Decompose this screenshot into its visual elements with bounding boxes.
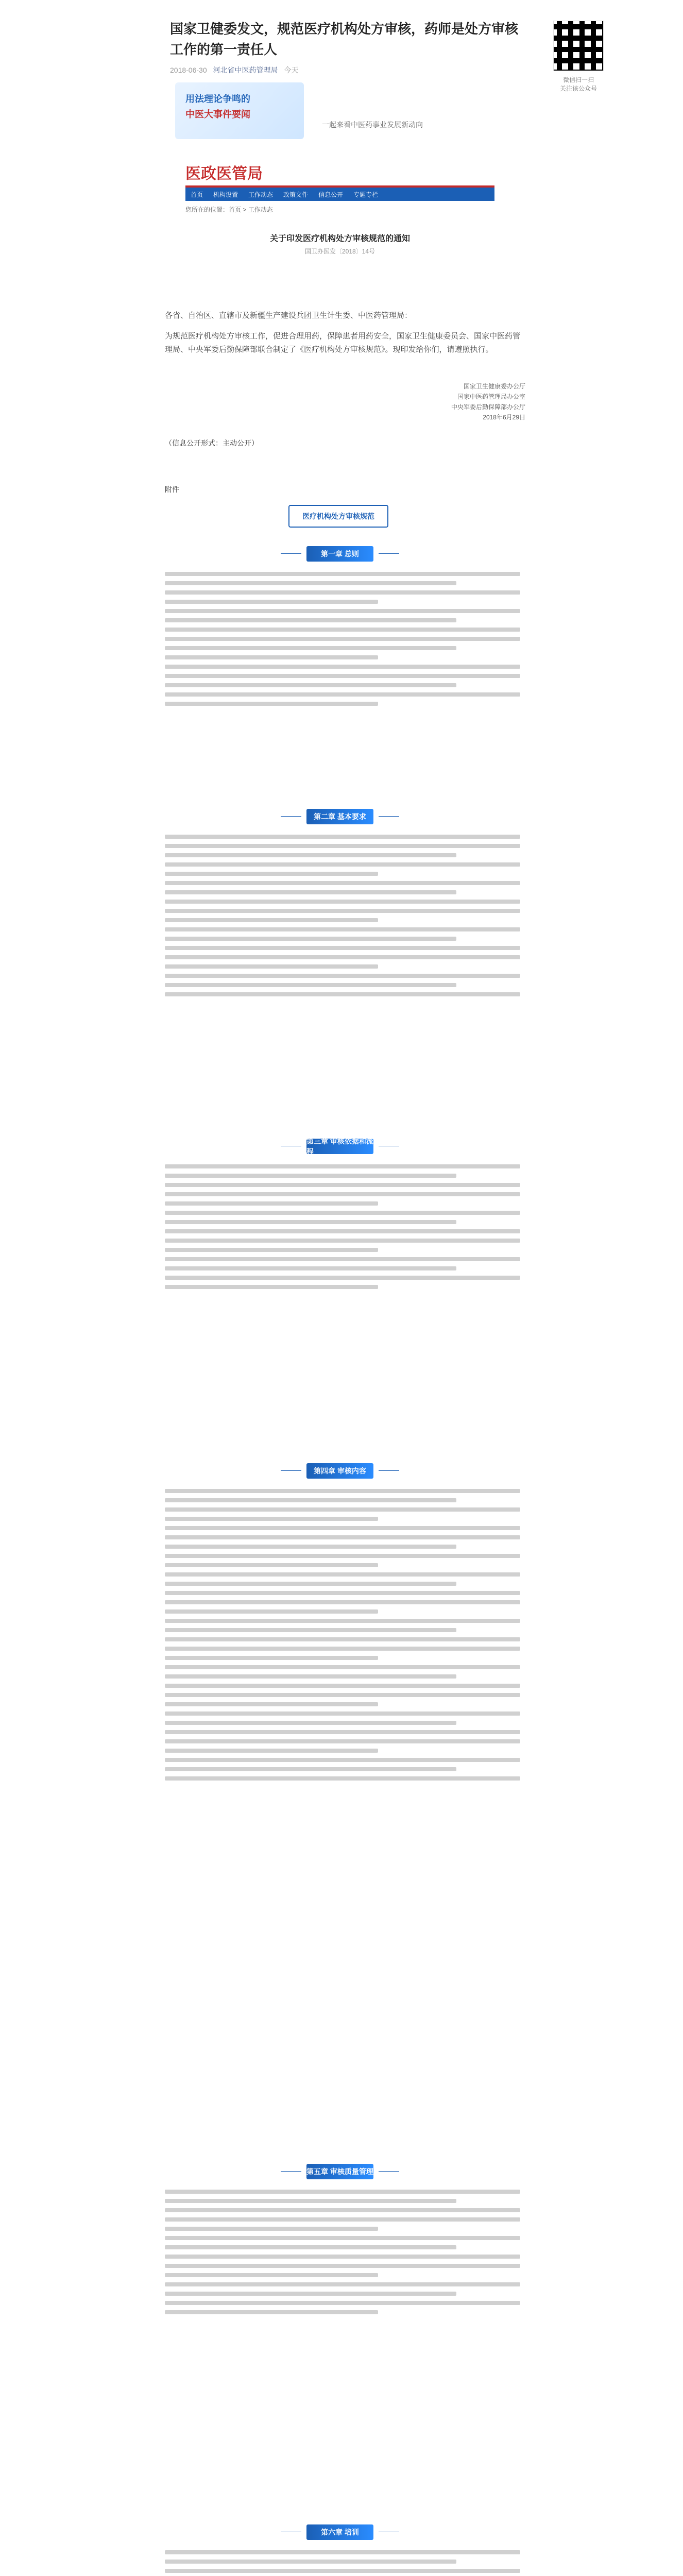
sign-line: 国家卫生健康委办公厅 bbox=[463, 383, 525, 390]
chapter-heading: 第一章 总则 bbox=[306, 546, 373, 562]
intro-para-1: 各省、自治区、直辖市及新疆生产建设兵团卫生计生委、中医药管理局： bbox=[165, 311, 413, 320]
chapter-heading: 第五章 审核质量管理 bbox=[306, 2164, 373, 2179]
doc-title bbox=[185, 232, 494, 256]
paper-nav-item: 政策文件 bbox=[283, 191, 309, 198]
qr-aside bbox=[548, 21, 609, 93]
qr-caption: 微信扫一扫 关注该公众号 bbox=[559, 76, 597, 92]
chapter-body bbox=[165, 1484, 520, 2102]
chapter-heading: 第四章 审核内容 bbox=[306, 1463, 373, 1479]
paper-nav-item: 首页 bbox=[191, 191, 203, 198]
paper-nav-item: 工作动态 bbox=[248, 191, 274, 198]
banner-line-2: 中医大事件要闻 bbox=[185, 109, 250, 120]
paper-nav-item: 专题专栏 bbox=[353, 191, 379, 198]
chapter-body bbox=[165, 829, 520, 1118]
chapter-heading: 第三章 审核依据和流程 bbox=[306, 1137, 373, 1156]
paper-logo: 医政医管局 bbox=[185, 165, 263, 182]
doc-banner: 医疗机构处方审核规范 bbox=[288, 505, 388, 528]
intro-para-2: 为规范医疗机构处方审核工作，促进合理用药，保障患者用药安全，国家卫生健康委员会、国家中医药管理局、中央军委后勤保障部联合制定了《医疗机构处方审核规范》。现印发给你们，请遵照执行。 bbox=[165, 332, 521, 354]
qr-code-icon bbox=[553, 21, 604, 71]
top-banner bbox=[175, 82, 510, 139]
chapter-body bbox=[165, 2184, 520, 2494]
article-title: 国家卫健委发文，规范医疗机构处方审核，药师是处方审核工作的第一责任人 bbox=[170, 21, 519, 57]
sign-line: 中央军委后勤保障部办公厅 bbox=[451, 403, 525, 411]
sign-line: 2018年6月29日 bbox=[483, 414, 525, 421]
paper-nav-item: 信息公开 bbox=[318, 191, 344, 198]
closing-note: （信息公开形式：主动公开） bbox=[165, 439, 259, 447]
sign-block bbox=[371, 381, 525, 422]
chapter-body bbox=[165, 567, 520, 793]
doc-heading: 关于印发医疗机构处方审核规范的通知 bbox=[269, 234, 410, 243]
banner-line-1: 用法理论争鸣的 bbox=[185, 94, 250, 104]
paper-nav bbox=[185, 188, 494, 201]
paper-nav-item: 机构设置 bbox=[213, 191, 238, 198]
chapter-heading: 第二章 基本要求 bbox=[306, 809, 373, 824]
paper-screenshot bbox=[185, 155, 494, 214]
article-header bbox=[170, 19, 525, 75]
chapter-body bbox=[165, 1159, 520, 1448]
article-date: 2018-06-30 bbox=[170, 66, 207, 74]
paper-breadcrumb: 您所在的位置：首页 > 工作动态 bbox=[185, 206, 273, 213]
account-link[interactable]: 河北省中医药管理局 bbox=[213, 66, 278, 74]
attachment-label: 附件 bbox=[165, 485, 179, 494]
sign-line: 国家中医药管理局办公室 bbox=[457, 393, 525, 400]
paper-masthead bbox=[185, 155, 494, 188]
doc-number: 国卫办医发〔2018〕14号 bbox=[304, 248, 375, 255]
chapter-body bbox=[165, 2545, 520, 2576]
article-extra: 今天 bbox=[284, 66, 299, 74]
chapter-heading: 第六章 培训 bbox=[306, 2524, 373, 2540]
banner-tagline: 一起来看中医药事业发展新动向 bbox=[322, 121, 423, 129]
article-meta bbox=[170, 65, 525, 75]
